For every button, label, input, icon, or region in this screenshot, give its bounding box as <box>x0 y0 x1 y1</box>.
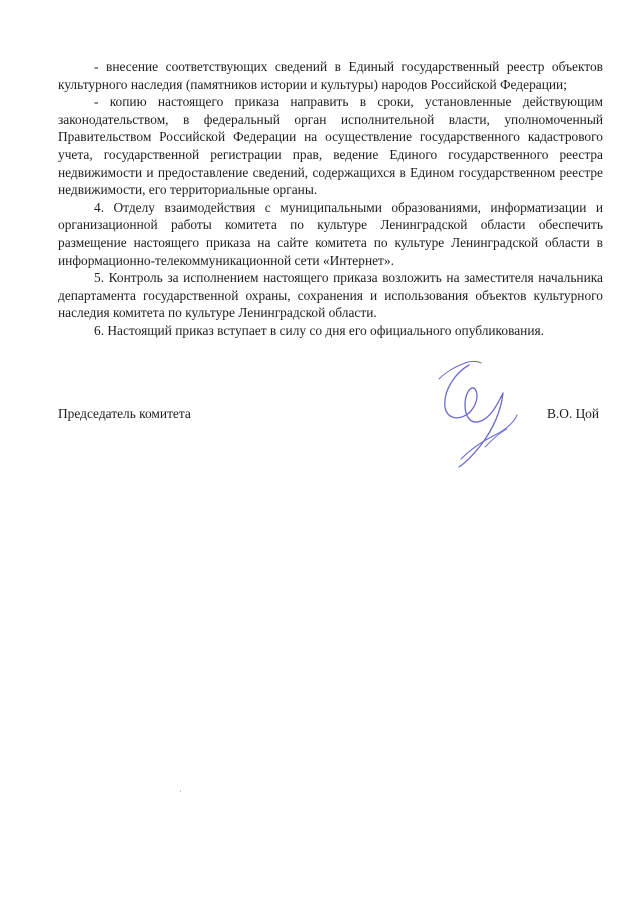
paragraph-item-4: 4. Отделу взаимодействия с муниципальными образованиями, информатизации и организационной работы комитета по культуре Ленинградской области обеспечить размещение настоящего приказа на сайте комитета по культуре Ленинградской области в информационно-телекоммуникационной сети «Интернет». <box>58 199 603 268</box>
signature-stroke-flourish <box>439 362 481 380</box>
paragraph-copy-distribution: - копию настоящего приказа направить в сроки, установленные действующим законодательством, в федеральный орган исполнительной власти, уполномоченный Правительством Российской Федерации на осуществление государственного кадастрового учета, государственной регистрации прав, ведение Единого государственного реестра недвижимости и предоставление сведений, содержащихся в Едином государственном реестре недвижимости, его территориальные органы. <box>58 94 603 198</box>
handwritten-signature <box>425 355 535 470</box>
signature-stroke-main <box>445 365 503 467</box>
paragraph-item-6: 6. Настоящий приказ вступает в силу со дня его официального опубликования. <box>94 322 544 338</box>
signature-stroke-loop <box>461 415 517 459</box>
scan-speck <box>180 790 181 792</box>
signatory-title: Председатель комитета <box>58 406 191 421</box>
document-body <box>58 58 603 340</box>
paragraph-item-5: 5. Контроль за исполнением настоящего приказа возложить на заместителя начальника департамента государственной охраны, сохранения и использования объектов культурного наследия комитета по культуре Ленинградской области. <box>58 270 603 321</box>
paragraph-registry-entry: - внесение соответствующих сведений в Единый государственный реестр объектов культурного наследия (памятников истории и культуры) народов Российской Федерации; <box>58 59 603 92</box>
signatory-name: В.О. Цой <box>547 406 599 421</box>
